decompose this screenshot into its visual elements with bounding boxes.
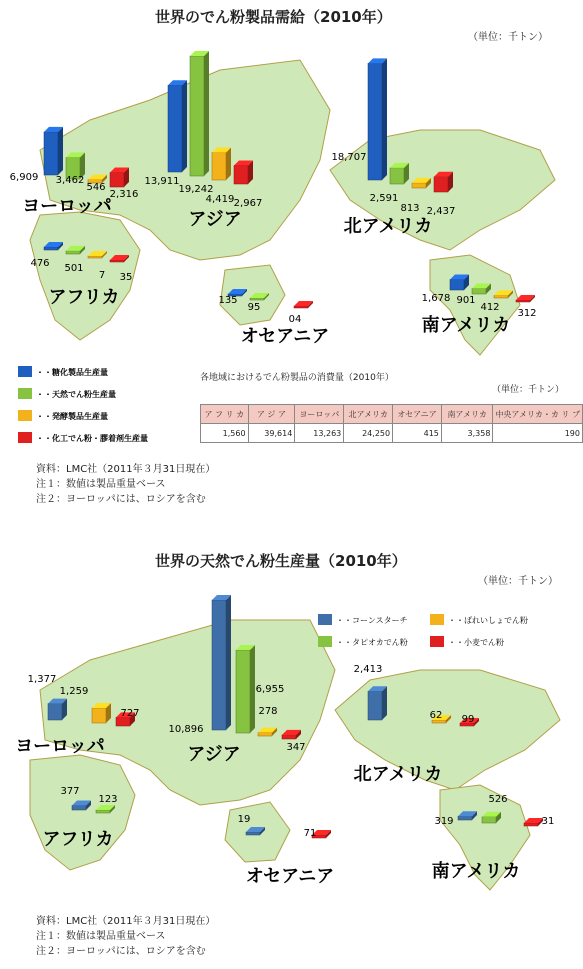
chart1-label-2-3: 2,437 [426,206,456,217]
legend2-swatch-0 [318,614,332,625]
chart1-label-3-1: 501 [64,263,84,274]
legend1-label-3: ・・化工でん粉・膠着剤生産量 [36,434,148,443]
chart1-note2: 注２：ヨーロッパには、ロシアを含む [36,494,206,505]
cons-col-header-2: ヨーロッパ [295,405,344,424]
legend1-swatch-1 [18,388,32,399]
chart1-bar-2-1 [390,163,409,184]
chart1-label-5-3: 312 [517,308,537,319]
chart2-notes [36,914,215,959]
chart2-label-3-0: 377 [60,786,80,797]
chart1-region-0: ヨーロッパ [22,196,112,217]
chart2-bar-0-1 [92,703,111,723]
chart2-region-2: 北アメリカ [353,764,443,785]
chart1-bar-1-1 [190,51,209,176]
chart1-bar-5-3 [516,295,535,302]
cons-col-header-6: 中央アメリカ・カ リ ブ [493,405,583,424]
chart2-plot [0,580,583,910]
legend2-label-1: ・・ばれいしょでん粉 [448,616,528,625]
legend2-label-0: ・・コーンスターチ [336,616,408,625]
consumption-table-unit: （単位：千トン） [492,385,565,395]
chart1-note1: 注１：数値は製品重量ベース [36,479,166,490]
chart2-title: 世界の天然でん粉生産量（2010年） [155,552,407,570]
cons-col-header-3: 北アメリカ [344,405,393,424]
cons-col-header-0: ア フ リ カ [201,405,249,424]
cons-cell-3: 24,250 [344,424,393,443]
legend1-label-0: ・・糖化製品生産量 [36,368,108,377]
cons-cell-2: 13,263 [295,424,344,443]
chart2-label-2-0: 2,413 [353,664,383,675]
chart2-bar-5-2 [524,818,543,826]
chart1-label-5-0: 1,678 [421,293,451,304]
chart2-region-4: オセアニア [245,866,335,887]
chart1-plot [0,0,583,360]
chart1-label-1-2: 4,419 [205,194,235,205]
legend1-swatch-3 [18,432,32,443]
legend2-swatch-3 [430,636,444,647]
chart1-label-2-0: 18,707 [331,152,367,163]
cons-col-header-4: オセアニア [393,405,442,424]
chart1-title: 世界のでん粉製品需給（2010年） [155,8,392,26]
chart2-region-3: アフリカ [42,829,114,850]
map2-africa [30,755,135,870]
legend1-label-1: ・・天然でん粉生産量 [36,390,116,399]
chart2-label-5-1: 526 [488,794,508,805]
legend1-swatch-2 [18,410,32,421]
legend2-swatch-1 [430,614,444,625]
chart1-label-1-0: 13,911 [144,176,180,187]
chart1-label-3-2: 7 [98,270,106,281]
chart1-bar-0-3 [110,168,129,187]
chart1-bar-2-0 [368,58,387,180]
chart1-bar-1-2 [212,147,231,180]
chart1-label-1-1: 19,242 [178,184,214,195]
chart2-bar-1-0 [212,595,231,730]
cons-cell-0: 1,560 [201,424,249,443]
chart1-notes [36,462,215,507]
cons-cell-4: 415 [393,424,442,443]
chart1-region-3: アフリカ [48,287,120,308]
consumption-table [200,404,583,443]
chart1-bar-2-3 [434,172,453,192]
chart2-label-0-1: 1,259 [59,686,89,697]
chart2-source: 資料：LMC社（2011年３月31日現在） [36,916,216,927]
cons-col-header-5: 南アメリカ [441,405,493,424]
chart2-bar-1-1 [236,645,255,733]
chart1-label-0-0: 6,909 [9,172,39,183]
chart1-bar-5-0 [450,275,469,290]
chart1-label-0-1: 3,462 [55,175,85,186]
chart2-bar-2-0 [368,686,387,720]
chart2-label-3-1: 123 [98,794,118,805]
chart1-label-4-3: 04 [288,314,302,325]
chart2-label-0-0: 1,377 [27,674,57,685]
legend1-swatch-0 [18,366,32,377]
chart2-label-4-1: 71 [303,828,317,839]
chart2-note2: 注２：ヨーロッパには、ロシアを含む [36,946,206,957]
chart1-label-1-3: 2,967 [233,198,263,209]
chart1-label-4-0: 135 [218,295,238,306]
chart1-region-1: アジア [188,209,242,230]
chart2-label-2-1: 62 [429,710,443,721]
chart1-label-4-1: 95 [247,302,261,313]
chart1-label-0-3: 2,316 [109,189,139,200]
legend2-label-2: ・・タピオカでん粉 [336,638,408,647]
chart1-legend [14,362,194,452]
chart2-note1: 注１：数値は製品重量ベース [36,931,166,942]
cons-cell-5: 3,358 [441,424,493,443]
chart1-bar-1-0 [168,80,187,172]
chart1-label-5-1: 901 [456,295,476,306]
cons-cell-6: 190 [493,424,583,443]
chart1-source: 資料：LMC社（2011年３月31日現在） [36,464,216,475]
chart1-unit: （単位：千トン） [468,32,548,43]
chart1-label-3-3: 35 [119,272,133,283]
chart2-label-1-1: 6,955 [255,684,285,695]
chart2-label-1-3: 347 [286,742,306,753]
chart1-bar-0-0 [44,127,63,175]
chart1-region-4: オセアニア [240,326,330,347]
chart2-label-1-2: 278 [258,706,278,717]
cons-col-header-1: ア ジ ア [248,405,295,424]
chart2-unit: （単位：千トン） [478,576,558,587]
chart2-label-1-0: 10,896 [168,724,204,735]
chart2-legend [318,614,528,647]
chart2-region-0: ヨーロッパ [15,736,105,757]
legend1-label-2: ・・発酵製品生産量 [36,412,108,421]
chart2-region-1: アジア [187,744,241,765]
chart1-bar-4-3 [294,301,313,308]
chart1-region-5: 南アメリカ [421,315,511,336]
cons-cell-1: 39,614 [248,424,295,443]
chart2-bar-0-0 [48,699,67,720]
chart2-label-5-2: 31 [541,816,555,827]
legend2-label-3: ・・小麦でん粉 [448,638,504,647]
chart2-label-2-2: 99 [461,714,475,725]
chart1-label-2-2: 813 [400,203,420,214]
consumption-table-title: 各地域におけるでん粉製品の消費量（2010年） [200,373,394,383]
chart1-region-2: 北アメリカ [343,216,433,237]
legend2-swatch-2 [318,636,332,647]
chart1-label-5-2: 412 [480,302,500,313]
chart2-label-0-2: 727 [120,708,140,719]
chart2-region-5: 南アメリカ [431,861,521,882]
chart2-label-5-0: 319 [434,816,454,827]
chart2-label-4-0: 19 [237,814,251,825]
chart1-bar-1-3 [234,160,253,184]
chart1-label-0-2: 546 [86,182,106,193]
chart1-label-3-0: 476 [30,258,50,269]
chart1-label-2-1: 2,591 [369,193,399,204]
